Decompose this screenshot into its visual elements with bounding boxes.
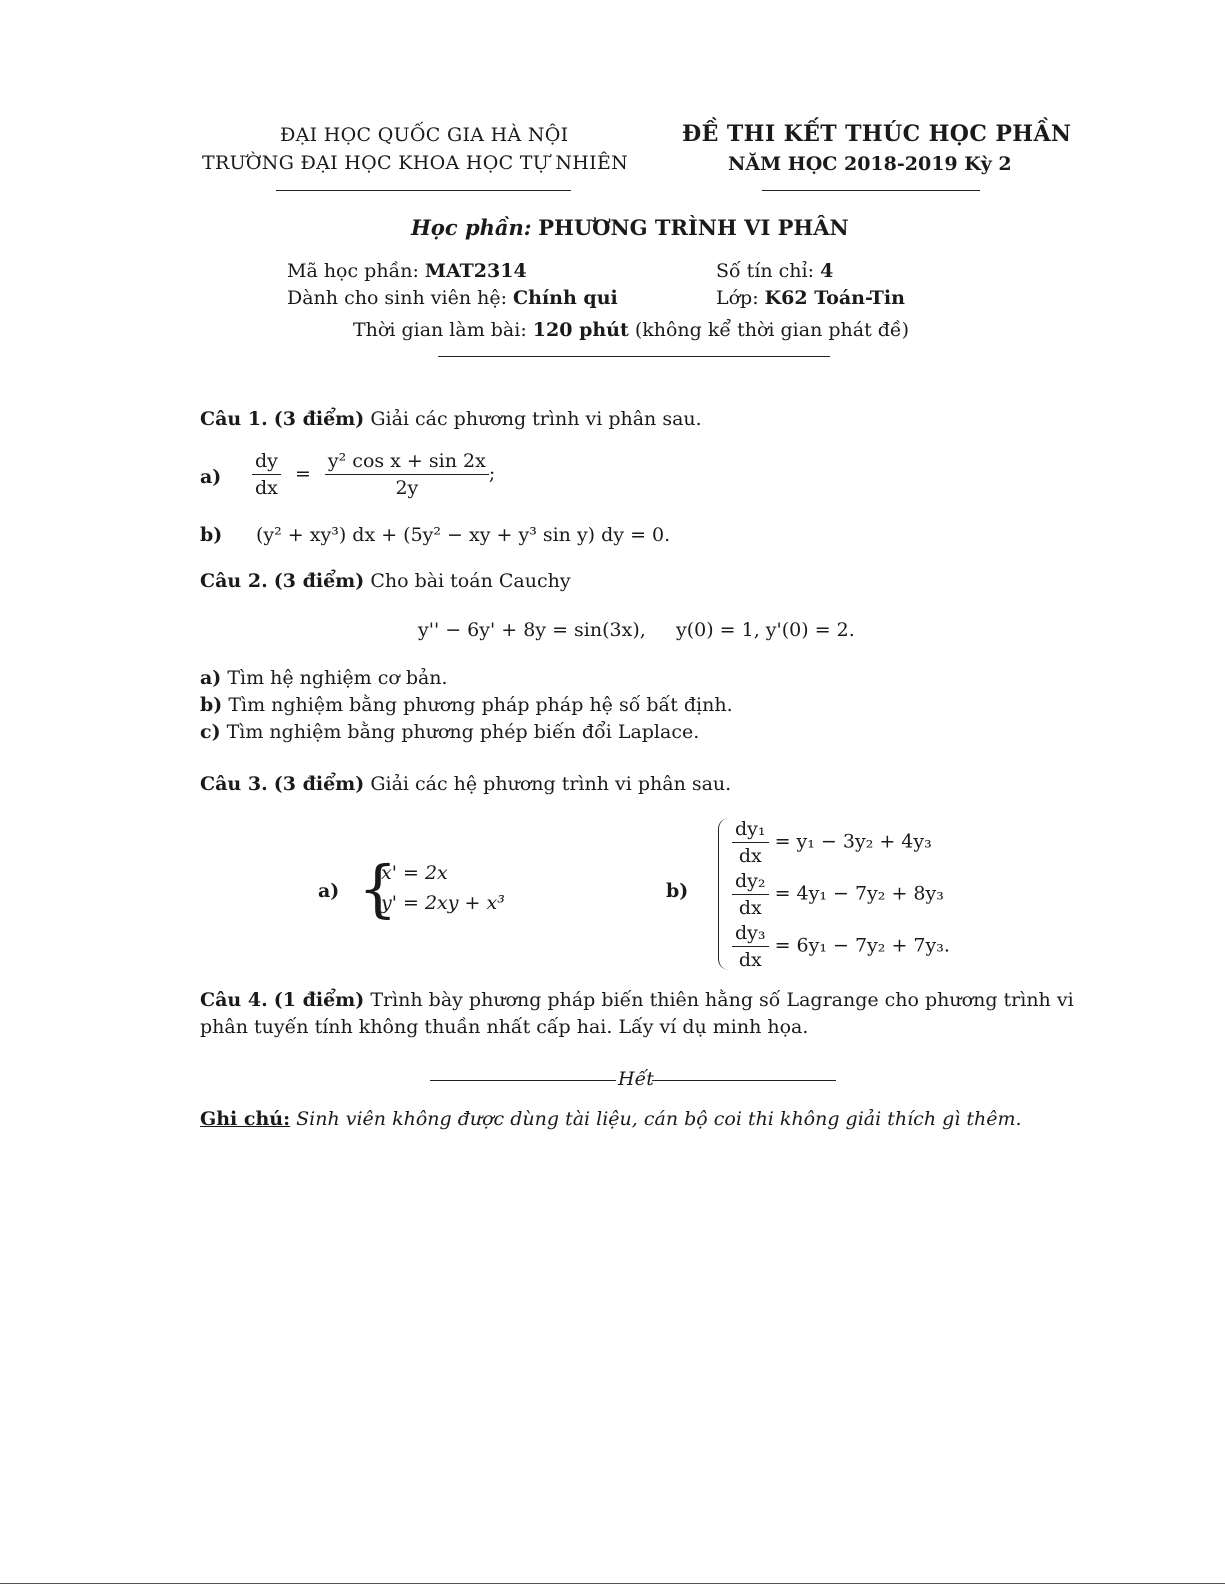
credits-value: 4 [820, 260, 834, 282]
q3-a-label: a) [318, 880, 340, 902]
time-value: 120 phút [532, 319, 629, 341]
q4-line1 [200, 989, 1074, 1011]
course-name: PHƯƠNG TRÌNH VI PHÂN [538, 215, 849, 240]
q3-b-num3: dy₃ [732, 922, 769, 947]
q2-b-text: Tìm nghiệm bằng phương pháp pháp hệ số bất định. [228, 694, 733, 716]
end-text: Hết [618, 1068, 654, 1090]
q1-a-lhs-den: dx [255, 477, 278, 499]
q1-text: Giải các phương trình vi phân sau. [370, 408, 702, 430]
q3-b-den2: dx [738, 897, 762, 919]
q2-c-text: Tìm nghiệm bằng phương phép biến đổi Laplace. [226, 721, 700, 743]
audience-line [287, 287, 618, 309]
q3-b-num2: dy₂ [732, 870, 769, 895]
q3-b-rhs1: = y₁ − 3y₂ + 4y₃ [774, 830, 932, 853]
q4-title: Câu 4. [200, 989, 268, 1011]
class-label: Lớp: [716, 287, 759, 309]
q3-b-rhs3: = 6y₁ − 7y₂ + 7y₃. [774, 934, 950, 957]
time-label: Thời gian làm bài: [353, 319, 527, 341]
q3-a-eq1: x' = 2x [381, 862, 448, 884]
q3-title: Câu 3. [200, 773, 268, 795]
q2-heading [200, 570, 571, 592]
note-label: Ghi chú: [200, 1108, 291, 1130]
faculty-name: TRƯỜNG ĐẠI HỌC KHOA HỌC TỰ NHIÊN [202, 152, 629, 174]
class-value: K62 Toán-Tin [764, 287, 905, 309]
q1-title: Câu 1. [200, 408, 268, 430]
q3-text: Giải các hệ phương trình vi phân sau. [370, 773, 732, 795]
academic-year: NĂM HỌC 2018-2019 Kỳ 2 [728, 153, 1012, 175]
q1-b-label: b) [200, 524, 223, 546]
q1-a-rhs-num: y² cos x + sin 2x [325, 450, 489, 475]
q2-title: Câu 2. [200, 570, 268, 592]
q3-a-eq2: y' = 2xy + x³ [381, 892, 505, 914]
credits-line [716, 260, 833, 282]
left-header-rule [276, 190, 571, 191]
q1-a-label: a) [200, 466, 222, 488]
q2-b [200, 694, 733, 716]
end-rule-right [652, 1080, 836, 1081]
q3-b-row1 [732, 818, 932, 867]
q1-b-equation: (y² + xy³) dx + (5y² − xy + y³ sin y) dy = 0. [256, 524, 671, 546]
q3-b-label: b) [666, 880, 689, 902]
q3-points: (3 điểm) [273, 773, 365, 795]
course-rule [438, 356, 830, 357]
note-text: Sinh viên không được dùng tài liệu, cán bộ coi thi không giải thích gì thêm. [296, 1108, 1022, 1130]
time-line [353, 319, 909, 341]
q1-a-equation: $\frac{dy}{dx}$ = $\frac{\text{y² cos x + sin 2x}}{2y}$ ; [252, 450, 495, 499]
q3-a-brace: { [358, 852, 398, 925]
course-code: MAT2314 [424, 260, 527, 282]
end-rule-left [430, 1080, 616, 1081]
footer-note [200, 1108, 1022, 1130]
course-label: Học phần: [411, 215, 532, 240]
q3-b-den3: dx [738, 949, 762, 971]
q2-equation: y'' − 6y' + 8y = sin(3x), y(0) = 1, y'(0) = 2. [418, 619, 855, 641]
page-bottom-rule [0, 1583, 1225, 1584]
q1-a-rhs-den: 2y [395, 477, 419, 499]
q1-points: (3 điểm) [273, 408, 365, 430]
q1-heading [200, 408, 702, 430]
audience-value: Chính qui [513, 287, 618, 309]
q3-b-rhs2: = 4y₁ − 7y₂ + 8y₃ [774, 882, 944, 905]
right-header-rule [762, 190, 980, 191]
q1-a-lhs-num: dy [252, 450, 281, 475]
q2-c [200, 721, 699, 743]
q3-heading [200, 773, 731, 795]
course-code-label: Mã học phần: [287, 260, 419, 282]
credits-label: Số tín chỉ: [716, 260, 815, 282]
audience-label: Dành cho sinh viên hệ: [287, 287, 507, 309]
q3-b-num1: dy₁ [732, 818, 769, 843]
q3-b-brace [718, 818, 729, 970]
q2-a [200, 667, 448, 689]
q2-b-label: b) [200, 694, 223, 716]
exam-title: ĐỀ THI KẾT THÚC HỌC PHẦN [682, 121, 1072, 147]
class-line [716, 287, 905, 309]
time-note: (không kể thời gian phát đề) [634, 319, 910, 341]
q3-b-den1: dx [738, 845, 762, 867]
q2-points: (3 điểm) [273, 570, 365, 592]
q4-points: (1 điểm) [273, 989, 365, 1011]
q2-a-text: Tìm hệ nghiệm cơ bản. [227, 667, 448, 689]
q4-text-line1: Trình bày phương pháp biến thiên hằng số Lagrange cho phương trình vi [370, 989, 1074, 1011]
course-code-line [287, 260, 527, 282]
q2-text: Cho bài toán Cauchy [370, 570, 571, 592]
q2-a-label: a) [200, 667, 222, 689]
q2-c-label: c) [200, 721, 221, 743]
q3-b-row2 [732, 870, 944, 919]
q4-text-line2: phân tuyến tính không thuần nhất cấp hai. Lấy ví dụ minh họa. [200, 1016, 809, 1038]
university-name: ĐẠI HỌC QUỐC GIA HÀ NỘI [280, 124, 569, 146]
course-title [411, 215, 849, 240]
q3-b-row3 [732, 922, 950, 971]
